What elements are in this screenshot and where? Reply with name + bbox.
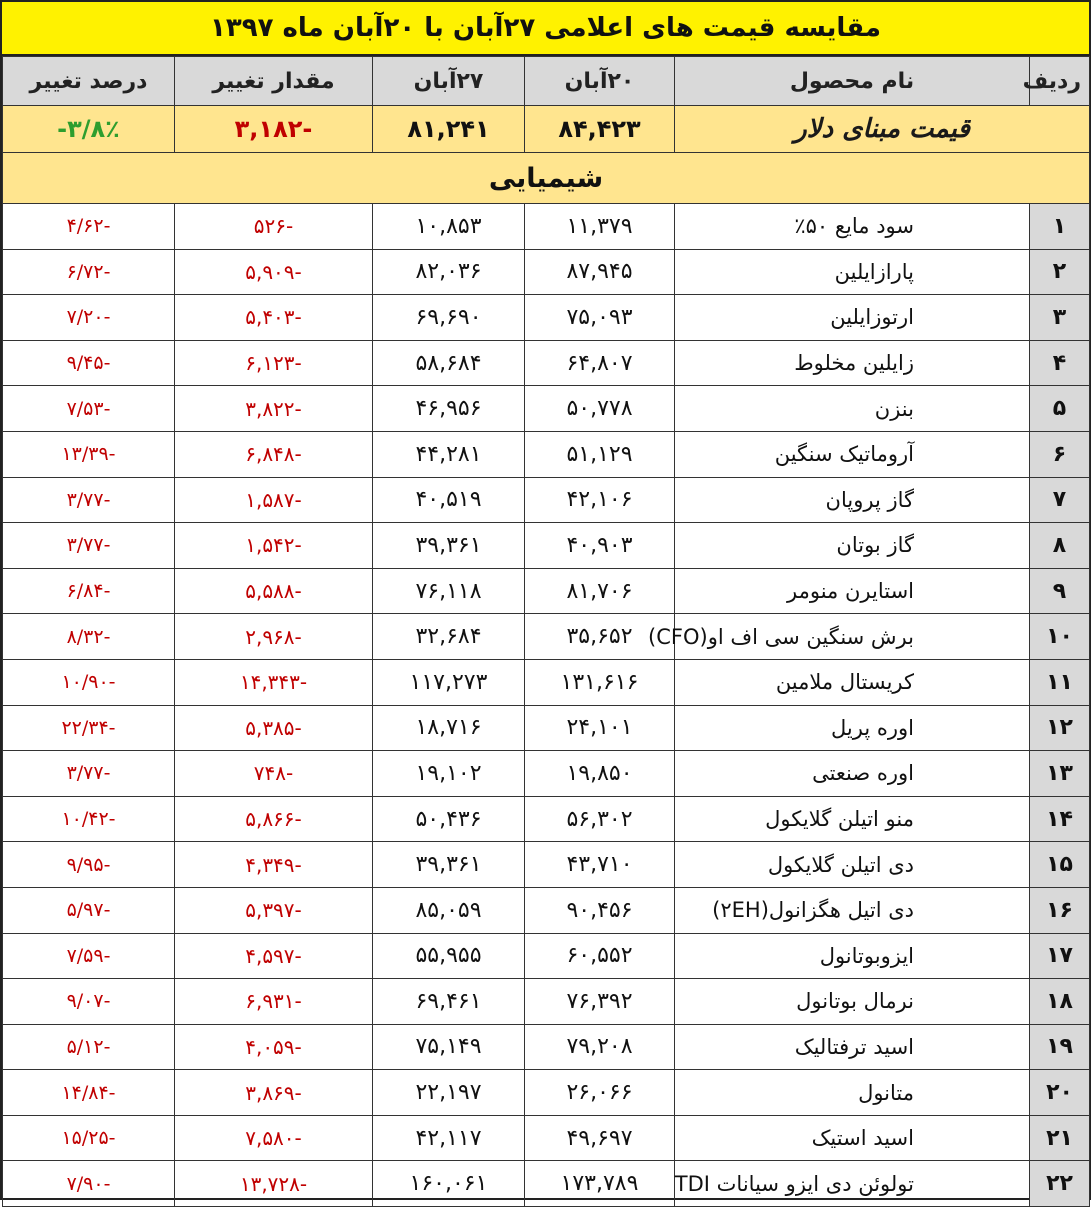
sheet-title: مقایسه قیمت های اعلامی ۲۷آبان با ۲۰آبان ماه ۱۳۹۷ xyxy=(2,2,1089,56)
row-price-27: ۸۲,۰۳۶ xyxy=(373,249,525,295)
row-product-name: اوره صنعتی xyxy=(675,751,1030,797)
table-row xyxy=(3,431,1090,477)
row-price-20: ۱۹,۸۵۰ xyxy=(525,751,675,797)
row-change-amount: ۵۲۶- xyxy=(175,204,373,250)
row-change-percent: ۳/۷۷- xyxy=(3,751,175,797)
row-price-20: ۴۰,۹۰۳ xyxy=(525,523,675,569)
row-change-percent: ۸/۳۲- xyxy=(3,614,175,660)
dollar-base-label: قیمت مبنای دلار xyxy=(675,106,1090,153)
row-price-20: ۱۱,۳۷۹ xyxy=(525,204,675,250)
row-change-percent: ۶/۷۲- xyxy=(3,249,175,295)
table-row xyxy=(3,295,1090,341)
row-change-amount: ۵,۴۰۳- xyxy=(175,295,373,341)
table-row xyxy=(3,979,1090,1025)
row-change-amount: ۱۴,۳۴۳- xyxy=(175,659,373,705)
row-product-name: اوره پریل xyxy=(675,705,1030,751)
row-change-amount: ۳,۸۶۹- xyxy=(175,1070,373,1116)
category-label: شیمیایی xyxy=(3,153,1090,204)
table-row xyxy=(3,477,1090,523)
row-index: ۱۸ xyxy=(1030,979,1090,1025)
row-index: ۸ xyxy=(1030,523,1090,569)
table-row xyxy=(3,1161,1090,1207)
row-index: ۴ xyxy=(1030,340,1090,386)
row-product-name: سود مایع ۵۰٪ xyxy=(675,204,1030,250)
row-change-percent: ۹/۰۷- xyxy=(3,979,175,1025)
row-price-20: ۷۶,۳۹۲ xyxy=(525,979,675,1025)
row-index: ۲ xyxy=(1030,249,1090,295)
row-index: ۱۰ xyxy=(1030,614,1090,660)
row-price-27: ۲۲,۱۹۷ xyxy=(373,1070,525,1116)
row-product-name: اسید ترفتالیک xyxy=(675,1024,1030,1070)
row-price-27: ۱۱۷,۲۷۳ xyxy=(373,659,525,705)
row-product-name: دی اتیلن گلایکول xyxy=(675,842,1030,888)
row-change-percent: ۷/۵۹- xyxy=(3,933,175,979)
row-change-percent: ۱۰/۹۰- xyxy=(3,659,175,705)
header-price-27: ۲۷آبان xyxy=(373,57,525,106)
row-product-name: زایلین مخلوط xyxy=(675,340,1030,386)
row-change-percent: ۵/۱۲- xyxy=(3,1024,175,1070)
row-change-percent: ۳/۷۷- xyxy=(3,523,175,569)
row-price-20: ۴۹,۶۹۷ xyxy=(525,1115,675,1161)
table-row xyxy=(3,705,1090,751)
row-price-27: ۳۹,۳۶۱ xyxy=(373,842,525,888)
table-row xyxy=(3,204,1090,250)
row-price-20: ۲۶,۰۶۶ xyxy=(525,1070,675,1116)
row-index: ۱۵ xyxy=(1030,842,1090,888)
row-price-20: ۹۰,۴۵۶ xyxy=(525,887,675,933)
row-change-amount: ۴,۰۵۹- xyxy=(175,1024,373,1070)
row-index: ۱۱ xyxy=(1030,659,1090,705)
row-price-27: ۳۲,۶۸۴ xyxy=(373,614,525,660)
row-change-amount: ۱,۵۸۷- xyxy=(175,477,373,523)
row-change-percent: ۷/۲۰- xyxy=(3,295,175,341)
row-change-percent: ۹/۹۵- xyxy=(3,842,175,888)
row-product-name: کریستال ملامین xyxy=(675,659,1030,705)
row-change-amount: ۱۳,۷۲۸- xyxy=(175,1161,373,1207)
row-change-amount: ۳,۸۲۲- xyxy=(175,386,373,432)
row-price-20: ۵۶,۳۰۲ xyxy=(525,796,675,842)
row-change-percent: ۲۲/۳۴- xyxy=(3,705,175,751)
row-index: ۱ xyxy=(1030,204,1090,250)
row-price-20: ۵۰,۷۷۸ xyxy=(525,386,675,432)
row-price-27: ۵۸,۶۸۴ xyxy=(373,340,525,386)
dollar-base-row xyxy=(3,106,1090,153)
row-price-27: ۴۴,۲۸۱ xyxy=(373,431,525,477)
row-price-20: ۶۰,۵۵۲ xyxy=(525,933,675,979)
row-price-20: ۵۱,۱۲۹ xyxy=(525,431,675,477)
row-change-percent: ۳/۷۷- xyxy=(3,477,175,523)
row-product-name: منو اتیلن گلایکول xyxy=(675,796,1030,842)
row-price-20: ۴۲,۱۰۶ xyxy=(525,477,675,523)
dollar-change-percent: -۳/۸٪ xyxy=(3,106,175,153)
row-product-name: ارتوزایلین xyxy=(675,295,1030,341)
table-row xyxy=(3,340,1090,386)
row-index: ۱۲ xyxy=(1030,705,1090,751)
row-product-name: ایزوبوتانول xyxy=(675,933,1030,979)
row-change-percent: ۵/۹۷- xyxy=(3,887,175,933)
row-change-percent: ۷/۵۳- xyxy=(3,386,175,432)
row-product-name: اسید استیک xyxy=(675,1115,1030,1161)
row-index: ۲۲ xyxy=(1030,1161,1090,1207)
table-row xyxy=(3,1115,1090,1161)
row-price-27: ۷۶,۱۱۸ xyxy=(373,568,525,614)
row-change-percent: ۱۵/۲۵- xyxy=(3,1115,175,1161)
row-price-27: ۱۹,۱۰۲ xyxy=(373,751,525,797)
row-index: ۱۴ xyxy=(1030,796,1090,842)
row-product-name: بنزن xyxy=(675,386,1030,432)
row-price-27: ۵۵,۹۵۵ xyxy=(373,933,525,979)
row-change-amount: ۵,۳۸۵- xyxy=(175,705,373,751)
header-price-20: ۲۰آبان xyxy=(525,57,675,106)
table-row xyxy=(3,659,1090,705)
row-change-amount: ۴,۳۴۹- xyxy=(175,842,373,888)
row-price-20: ۷۹,۲۰۸ xyxy=(525,1024,675,1070)
row-change-amount: ۶,۹۳۱- xyxy=(175,979,373,1025)
header-index: ردیف xyxy=(1030,57,1090,106)
dollar-price-20: ۸۴,۴۲۳ xyxy=(525,106,675,153)
row-index: ۲۱ xyxy=(1030,1115,1090,1161)
table-row xyxy=(3,887,1090,933)
table-row xyxy=(3,751,1090,797)
price-table xyxy=(2,56,1090,1207)
row-change-amount: ۱,۵۴۲- xyxy=(175,523,373,569)
row-change-amount: ۷,۵۸۰- xyxy=(175,1115,373,1161)
table-row xyxy=(3,523,1090,569)
row-price-20: ۴۳,۷۱۰ xyxy=(525,842,675,888)
row-price-27: ۶۹,۶۹۰ xyxy=(373,295,525,341)
dollar-price-27: ۸۱,۲۴۱ xyxy=(373,106,525,153)
row-price-27: ۴۶,۹۵۶ xyxy=(373,386,525,432)
row-price-20: ۱۷۳,۷۸۹ xyxy=(525,1161,675,1207)
header-change-percent: درصد تغییر xyxy=(3,57,175,106)
row-index: ۶ xyxy=(1030,431,1090,477)
row-price-27: ۱۸,۷۱۶ xyxy=(373,705,525,751)
header-change-amount: مقدار تغییر xyxy=(175,57,373,106)
row-product-name: متانول xyxy=(675,1070,1030,1116)
table-row xyxy=(3,1070,1090,1116)
row-product-name: آروماتیک سنگین xyxy=(675,431,1030,477)
row-product-name: تولوئن دی ایزو سیانات TDI xyxy=(675,1161,1030,1207)
row-price-20: ۱۳۱,۶۱۶ xyxy=(525,659,675,705)
dollar-change-amount: ۳,۱۸۲- xyxy=(175,106,373,153)
row-price-27: ۴۲,۱۱۷ xyxy=(373,1115,525,1161)
row-change-percent: ۶/۸۴- xyxy=(3,568,175,614)
header-product: نام محصول xyxy=(675,57,1030,106)
row-index: ۱۳ xyxy=(1030,751,1090,797)
row-change-amount: ۵,۵۸۸- xyxy=(175,568,373,614)
row-change-amount: ۲,۹۶۸- xyxy=(175,614,373,660)
row-price-27: ۱۰,۸۵۳ xyxy=(373,204,525,250)
table-row xyxy=(3,614,1090,660)
row-price-27: ۳۹,۳۶۱ xyxy=(373,523,525,569)
table-row xyxy=(3,842,1090,888)
row-product-name: برش سنگین سی اف او(CFO) xyxy=(675,614,1030,660)
row-product-name: گاز پروپان xyxy=(675,477,1030,523)
table-row xyxy=(3,933,1090,979)
row-price-27: ۴۰,۵۱۹ xyxy=(373,477,525,523)
row-change-amount: ۵,۹۰۹- xyxy=(175,249,373,295)
table-row xyxy=(3,1024,1090,1070)
table-row xyxy=(3,568,1090,614)
row-product-name: گاز بوتان xyxy=(675,523,1030,569)
row-change-amount: ۴,۵۹۷- xyxy=(175,933,373,979)
row-price-27: ۷۵,۱۴۹ xyxy=(373,1024,525,1070)
row-product-name: استایرن منومر xyxy=(675,568,1030,614)
table-row xyxy=(3,386,1090,432)
row-change-amount: ۵,۸۶۶- xyxy=(175,796,373,842)
row-price-27: ۱۶۰,۰۶۱ xyxy=(373,1161,525,1207)
row-index: ۵ xyxy=(1030,386,1090,432)
header-row xyxy=(3,57,1090,106)
row-price-20: ۲۴,۱۰۱ xyxy=(525,705,675,751)
row-product-name: پارازایلین xyxy=(675,249,1030,295)
table-row xyxy=(3,249,1090,295)
row-product-name: دی اتیل هگزانول(۲EH) xyxy=(675,887,1030,933)
row-index: ۲۰ xyxy=(1030,1070,1090,1116)
row-price-20: ۸۱,۷۰۶ xyxy=(525,568,675,614)
row-change-amount: ۶,۸۴۸- xyxy=(175,431,373,477)
row-index: ۱۹ xyxy=(1030,1024,1090,1070)
row-price-20: ۶۴,۸۰۷ xyxy=(525,340,675,386)
row-index: ۱۶ xyxy=(1030,887,1090,933)
row-change-percent: ۱۳/۳۹- xyxy=(3,431,175,477)
row-price-27: ۶۹,۴۶۱ xyxy=(373,979,525,1025)
row-change-amount: ۵,۳۹۷- xyxy=(175,887,373,933)
row-product-name: نرمال بوتانول xyxy=(675,979,1030,1025)
row-price-20: ۷۵,۰۹۳ xyxy=(525,295,675,341)
row-change-percent: ۷/۹۰- xyxy=(3,1161,175,1207)
row-price-27: ۵۰,۴۳۶ xyxy=(373,796,525,842)
row-price-20: ۳۵,۶۵۲ xyxy=(525,614,675,660)
row-change-percent: ۱۴/۸۴- xyxy=(3,1070,175,1116)
row-price-27: ۸۵,۰۵۹ xyxy=(373,887,525,933)
category-row xyxy=(3,153,1090,204)
row-change-amount: ۶,۱۲۳- xyxy=(175,340,373,386)
row-index: ۷ xyxy=(1030,477,1090,523)
row-price-20: ۸۷,۹۴۵ xyxy=(525,249,675,295)
row-index: ۳ xyxy=(1030,295,1090,341)
row-index: ۹ xyxy=(1030,568,1090,614)
row-change-amount: ۷۴۸- xyxy=(175,751,373,797)
row-change-percent: ۴/۶۲- xyxy=(3,204,175,250)
table-row xyxy=(3,796,1090,842)
row-change-percent: ۹/۴۵- xyxy=(3,340,175,386)
row-change-percent: ۱۰/۴۲- xyxy=(3,796,175,842)
row-index: ۱۷ xyxy=(1030,933,1090,979)
